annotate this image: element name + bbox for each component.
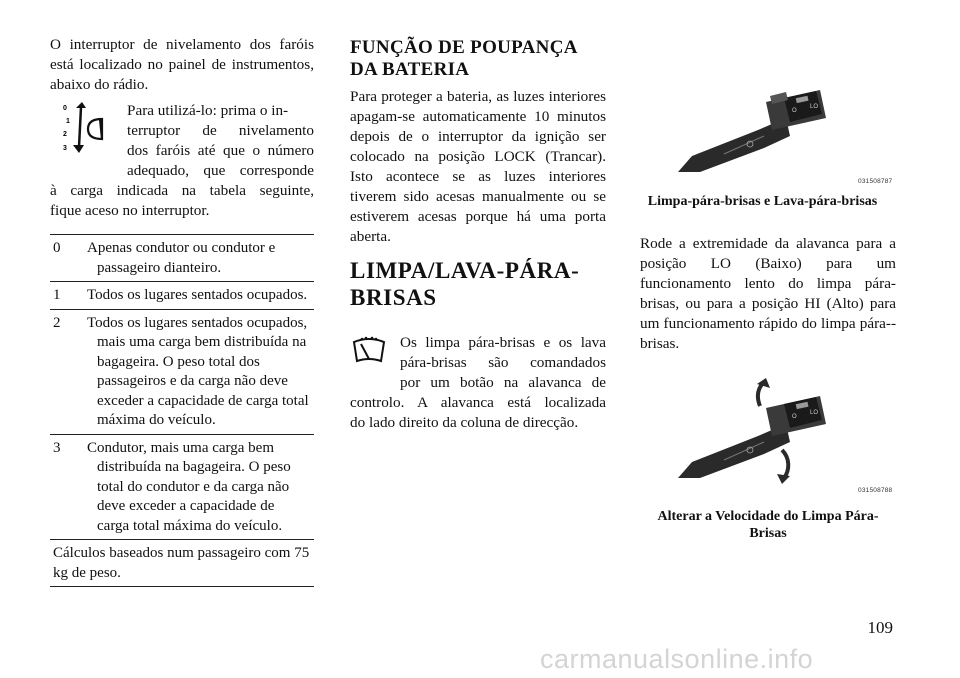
- table-row: [50, 309, 314, 434]
- load-level: 1: [50, 282, 87, 310]
- svg-text:O: O: [792, 108, 797, 114]
- load-table: [50, 234, 314, 587]
- table-row: [50, 434, 314, 540]
- wiper-speed-illustration: [640, 378, 896, 486]
- load-level: 3: [50, 434, 87, 540]
- battery-saver-heading: [350, 37, 606, 81]
- wiper-heading-line-2: BRISAS: [350, 285, 437, 310]
- svg-text:O: O: [792, 414, 797, 420]
- wiper-line-1: Os limpa pára-brisas e os lava: [400, 334, 606, 351]
- wiper-line-5: do lado direito da coluna de direcção.: [350, 414, 579, 431]
- figure-code: 031508788: [858, 487, 893, 494]
- usage-line-1: Para utilizá-lo: prima o in-: [127, 102, 289, 119]
- figure-caption: Limpa-pára-brisas e Lava-pára-brisas: [647, 194, 878, 209]
- figure-caption: Alterar a Velocidade do Limpa Pára-Brisas: [657, 509, 879, 541]
- wiper-speed-paragraph: Rode a extremidade da alavanca para a posição LO (Baixo) para um funcionamento lento do limpa pára-brisas, ou para a posição HI (Alto) para um funcionamento rápido do limpa pára--brisas.: [640, 235, 896, 352]
- wiper-heading-line-1: LIMPA/LAVA-PÁRA-: [350, 258, 580, 283]
- usage-line-2: terruptor de nivelamento: [127, 122, 314, 139]
- load-level: 2: [50, 309, 87, 434]
- usage-line-3: dos faróis até que o número: [127, 142, 314, 159]
- table-row: [50, 282, 314, 310]
- leveling-label-2: 2: [63, 131, 67, 138]
- wiper-washer-heading: [350, 257, 606, 311]
- wiper-lever-illustration: [640, 78, 896, 178]
- table-row: [50, 540, 314, 587]
- battery-saver-paragraph: Para proteger a bateria, as luzes interiores apagam-se automaticamente 10 minutos depois de o interruptor da ignição ser colocado na posição LOCK (Trancar). Isto acontece se as luzes interiores tiverem sido acesas manualmente ou se estiverem acesas porque há uma porta aberta.: [350, 88, 606, 245]
- load-description: Todos os lugares sentados ocupados.: [87, 282, 314, 310]
- wiper-washer-paragraph: [350, 333, 606, 433]
- load-description: Condutor, mais uma carga bem distribuída na bagageira. O peso total do condutor e da carga não deve exceder a capacidade de carga total máxima do veículo.: [87, 434, 314, 540]
- wiper-line-2: pára-brisas são comandados: [400, 354, 606, 371]
- svg-text:LO: LO: [810, 410, 819, 416]
- leveling-label-0: 0: [63, 105, 67, 112]
- watermark: carmanualsonline.info: [540, 644, 814, 674]
- usage-line-5: à carga indicada na tabela seguinte,: [50, 182, 314, 199]
- usage-line-6: fique aceso no interruptor.: [50, 202, 210, 219]
- table-row: [50, 235, 314, 282]
- battery-heading-line-1: FUNÇÃO DE POUPANÇA: [350, 37, 578, 58]
- battery-heading-line-2: DA BATERIA: [350, 59, 470, 80]
- load-description: Todos os lugares sentados ocupados, mais uma carga bem distribuída na bagageira. O peso total dos passageiros e da carga não deve exceder a capacidade de carga total máxima do veículo.: [87, 309, 314, 434]
- load-level: 0: [50, 235, 87, 282]
- load-table-note: Cálculos baseados num passageiro com 75 kg de peso.: [50, 540, 314, 587]
- svg-text:LO: LO: [810, 104, 819, 110]
- wiper-line-3: por um botão na alavanca de: [400, 374, 606, 391]
- usage-line-4: adequado, que corresponde: [127, 162, 314, 179]
- leveling-intro-paragraph: O interruptor de nivelamento dos faróis está localizado no painel de instrumentos, abaixo do rádio.: [50, 36, 314, 93]
- page-number: 109: [867, 618, 893, 637]
- leveling-label-1: 1: [66, 118, 70, 125]
- load-description: Apenas condutor ou condutor e passageiro dianteiro.: [87, 235, 314, 282]
- wiper-line-4: controlo. A alavanca está localizada: [350, 394, 606, 411]
- leveling-label-3: 3: [63, 145, 67, 152]
- figure-code: 031508787: [858, 178, 893, 185]
- leveling-usage-paragraph: [50, 101, 314, 221]
